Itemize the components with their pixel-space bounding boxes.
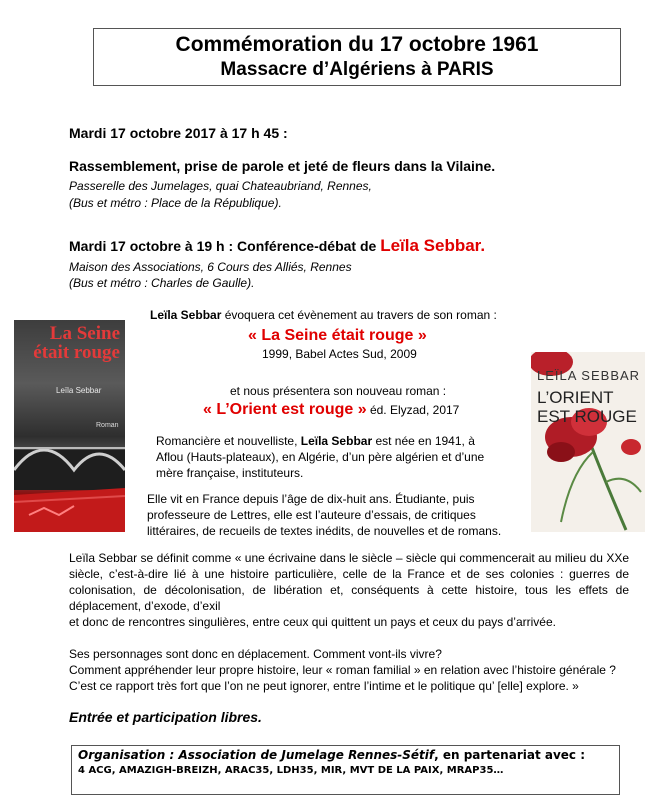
- event1-transport: (Bus et métro : Place de la République).: [69, 196, 282, 210]
- event1-place: Passerelle des Jumelages, quai Chateaubriand, Rennes,: [69, 179, 372, 193]
- quote-paragraph: et donc de rencontres singulières, entre ceux qui quittent un pays et ceux du pays d’arrivée.: [69, 615, 556, 629]
- event2-heading: [69, 236, 485, 256]
- bio-paragraph-1: [156, 433, 502, 481]
- book1-publisher: 1999, Babel Actes Sud, 2009: [262, 347, 417, 361]
- bio-text: est née en 1941, à Aflou (Hauts-plateaux), en Algérie, d’un père algérien et d’une mère française, instituteurs.: [156, 434, 485, 480]
- book-intro: [150, 307, 497, 323]
- subheadline: Massacre d’Algériens à PARIS: [220, 59, 494, 80]
- book2-line: [203, 401, 459, 419]
- quote-paragraph: Leïla Sebbar se définit comme « une écrivaine dans le siècle – siècle qui commencerait au milieu du XXe siècle, c’est-à-dire lié à une histoire particulière, celle de la France et de ses colonies : guerres de colonisation, de décolonisation, de libération et, conséquents à cette histoire, tous les effets de déplacement, d’exode, d’exil: [69, 551, 629, 613]
- quote-paragraph: C’est ce rapport très fort que l’on ne peut ignorer, entre l’intime et le politique qu’ [elle] explore. »: [69, 679, 579, 693]
- entry-note: Entrée et participation libres.: [69, 709, 262, 725]
- organisation-box: [71, 745, 620, 795]
- bio-paragraph-2: Elle vit en France depuis l’âge de dix-huit ans. Étudiante, puis professeure de Lettres, elle est l’auteure d’essais, de critiques littéraires, de recueils de textes inédits, de nouvelles et de romans.: [147, 492, 502, 538]
- book2-publisher: éd. Elyzad, 2017: [366, 403, 460, 417]
- book-cover-la-seine: [14, 320, 125, 532]
- bio-text: Romancière et nouvelliste,: [156, 434, 301, 448]
- book-intro-author: Leïla Sebbar: [150, 308, 222, 322]
- organisation-partners: 4 ACG, AMAZIGH-BREIZH, ARAC35, LDH35, MIR, MVT DE LA PAIX, MRAP35…: [78, 765, 504, 776]
- cover2-title: L’ORIENT EST ROUGE: [537, 388, 637, 426]
- organisation-name: Organisation : Association de Jumelage Rennes-Sétif: [78, 748, 435, 762]
- book1-title: « La Seine était rouge »: [248, 327, 427, 344]
- quote-paragraph: Ses personnages sont donc en déplacement. Comment vont-ils vivre?: [69, 647, 442, 661]
- cover1-title: La Seine était rouge: [33, 323, 120, 363]
- bio-author: Leïla Sebbar: [300, 434, 373, 448]
- organisation-line-1: [78, 748, 613, 762]
- quote-paragraph: Comment appréhender leur propre histoire, leur « roman familial » en relation avec l’histoire générale ?: [69, 663, 616, 677]
- event2-speaker: Leïla Sebbar.: [380, 236, 486, 255]
- headline: Commémoration du 17 octobre 1961: [175, 33, 539, 56]
- organisation-partner-label: , en partenariat avec :: [434, 748, 586, 762]
- cover2-author: LEÏLA SEBBAR: [537, 368, 641, 383]
- event1-title: Rassemblement, prise de parole et jeté de fleurs dans la Vilaine.: [69, 158, 496, 174]
- event1-date: Mardi 17 octobre 2017 à 17 h 45 :: [69, 125, 288, 141]
- book2-title: « L’Orient est rouge »: [203, 401, 367, 418]
- book-cover-orient: [531, 352, 645, 532]
- event2-place: Maison des Associations, 6 Cours des Alliés, Rennes: [69, 260, 352, 274]
- event2-date: Mardi 17 octobre à 19 h : Conférence-débat de: [69, 238, 381, 254]
- new-book-intro: et nous présentera son nouveau roman :: [230, 384, 447, 398]
- title-box: [93, 28, 621, 86]
- cover1-label: Roman: [96, 422, 119, 429]
- book-intro-text: évoquera cet évènement au travers de son roman :: [221, 308, 497, 322]
- cover1-author: Leïla Sebbar: [56, 386, 102, 395]
- event2-transport: (Bus et métro : Charles de Gaulle).: [69, 276, 255, 290]
- quote-block: [69, 550, 629, 694]
